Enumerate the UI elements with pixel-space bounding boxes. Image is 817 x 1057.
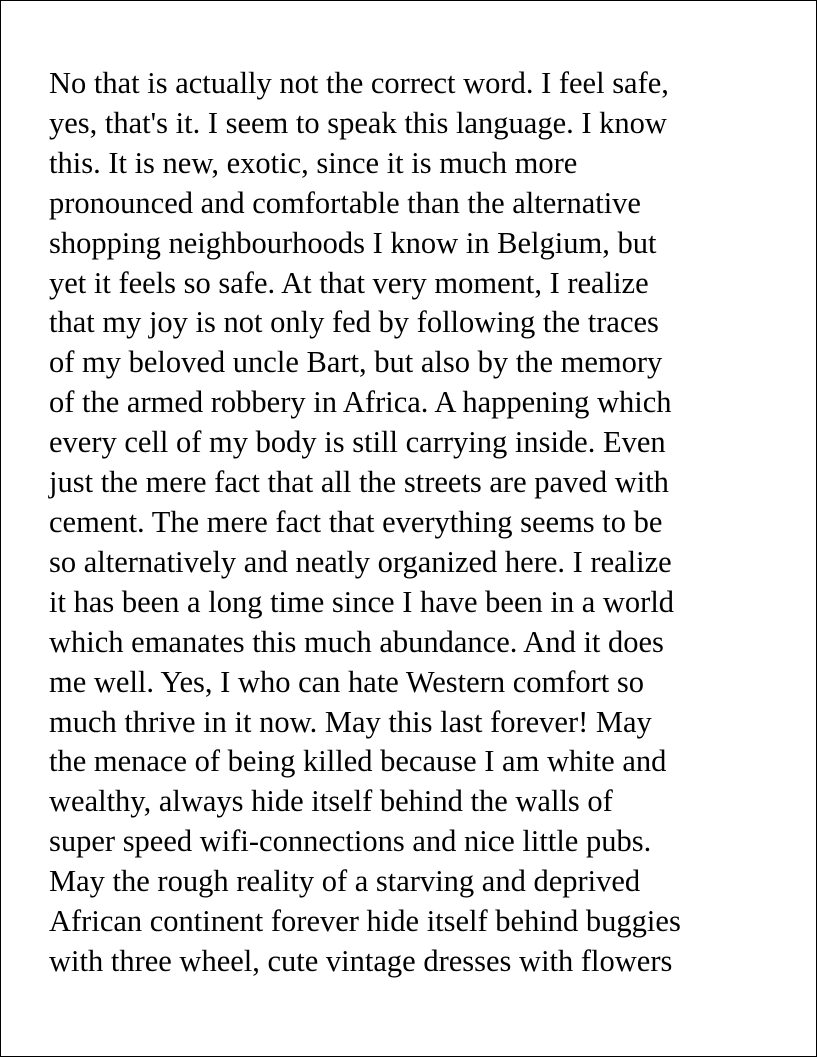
text-line: pronounced and comfortable than the alternative xyxy=(49,185,641,220)
text-line: of my beloved uncle Bart, but also by the memory xyxy=(49,345,663,380)
text-line: the menace of being killed because I am white and xyxy=(49,744,667,779)
text-line: it has been a long time since I have been in a world xyxy=(49,584,675,619)
text-line: wealthy, always hide itself behind the walls of xyxy=(49,784,613,819)
text-line: which emanates this much abundance. And it does xyxy=(49,624,664,659)
text-line: of the armed robbery in Africa. A happening which xyxy=(49,385,672,420)
text-line: African continent forever hide itself behind buggies xyxy=(49,904,681,939)
text-line: May the rough reality of a starving and deprived xyxy=(49,864,641,899)
text-line: me well. Yes, I who can hate Western comfort so xyxy=(49,664,644,699)
body-text xyxy=(49,64,809,982)
text-line: just the mere fact that all the streets are paved with xyxy=(49,465,669,500)
text-line: much thrive in it now. May this last forever! May xyxy=(49,704,652,739)
text-line: shopping neighbourhoods I know in Belgium, but xyxy=(49,225,657,260)
text-line: yes, that's it. I seem to speak this language. I know xyxy=(49,105,667,140)
text-line: No that is actually not the correct word. I feel safe, xyxy=(49,66,669,100)
text-line: with three wheel, cute vintage dresses with flowers xyxy=(49,943,673,978)
text-line: every cell of my body is still carrying inside. Even xyxy=(49,425,666,460)
text-line: super speed wifi-connections and nice little pubs. xyxy=(49,824,652,859)
text-line: this. It is new, exotic, since it is much more xyxy=(49,145,578,180)
text-line: yet it feels so safe. At that very moment, I realize xyxy=(49,265,649,300)
text-line: so alternatively and neatly organized here. I realize xyxy=(49,544,672,579)
text-line: that my joy is not only fed by following the traces xyxy=(49,305,659,340)
text-line: cement. The mere fact that everything seems to be xyxy=(49,504,663,539)
